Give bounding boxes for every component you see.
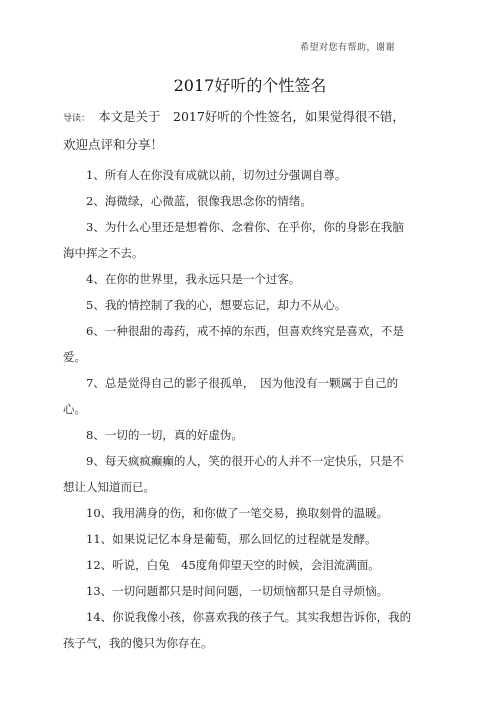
list-item: 1、所有人在你没有成就以前，切勿过分强调自尊。 (86, 168, 347, 182)
list-item: 11、如果说记忆本身是葡萄，那么回忆的过程就是发酵。 (86, 532, 377, 546)
document-body (63, 104, 413, 656)
signature-list (63, 162, 413, 656)
list-item: 14、你说我像小孩，你喜欢我的孩子气。其实我想告诉你，我的孩子气，我的傻只为你存在。 (63, 610, 412, 650)
list-item: 4、在你的世界里，我永远只是一个过客。 (86, 272, 301, 286)
intro-text: 本文是关于 2017好听的个性签名，如果觉得很不错，欢迎点评和分享！ (63, 109, 405, 152)
intro-label: 导读： (63, 114, 91, 124)
list-item: 13、一切问题都只是时间问题，一切烦恼都只是自寻烦恼。 (86, 584, 389, 598)
list-item: 10、我用满身的伤，和你做了一笔交易，换取刻骨的温暖。 (86, 506, 389, 520)
header-note: 希望对您有帮助，谢谢 (300, 43, 396, 53)
list-item: 7、总是觉得自己的影子很孤单， 因为他没有一颗属于自己的心。 (63, 376, 399, 416)
list-item: 9、每天疯疯癫癫的人，笑的很开心的人并不一定快乐，只是不想让人知道而已。 (63, 454, 404, 494)
list-item: 6、一种很甜的毒药，戒不掉的东西，但喜欢终究是喜欢，不是爱。 (63, 324, 404, 364)
page-title: 2017好听的个性签名 (173, 76, 327, 95)
list-item: 2、海微绿，心微蓝，很像我思念你的情绪。 (86, 194, 312, 208)
list-item: 3、为什么心里还是想着你、念着你、在乎你，你的身影在我脑海中挥之不去。 (63, 220, 404, 260)
list-item: 12、听说，白兔 45度角仰望天空的时候，会泪流满面。 (86, 558, 380, 572)
list-item: 8、一切的一切，真的好虚伪。 (86, 428, 243, 442)
list-item: 5、我的情控制了我的心，想要忘记，却力不从心。 (86, 298, 347, 312)
intro-paragraph (63, 104, 413, 158)
